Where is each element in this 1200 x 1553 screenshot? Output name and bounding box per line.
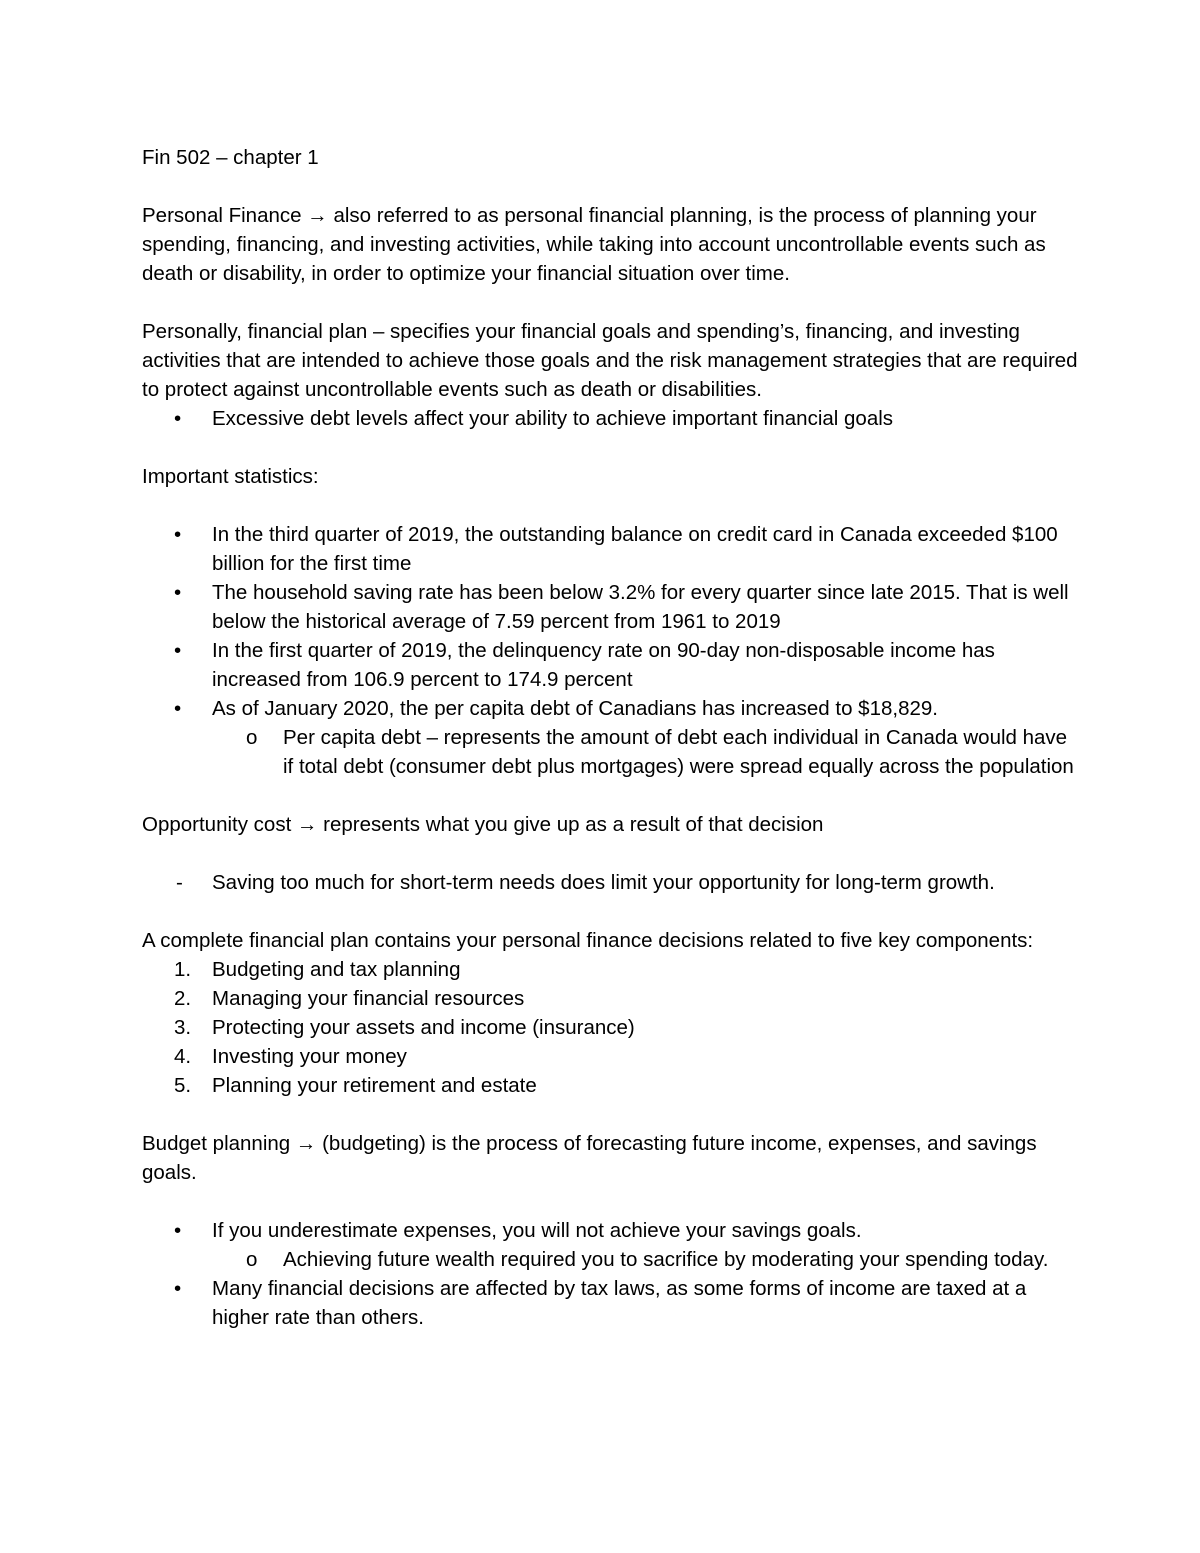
- arrow-icon: →: [295, 1132, 317, 1155]
- bullet-text: Many financial decisions are affected by tax laws, as some forms of income are taxed at a higher rate than others.: [212, 1277, 1027, 1329]
- item-text: Protecting your assets and income (insurance): [212, 1016, 635, 1039]
- bullet-item: [142, 1274, 1082, 1332]
- item-text: Investing your money: [212, 1045, 407, 1068]
- statistic-text: As of January 2020, the per capita debt of Canadians has increased to $18,829.: [212, 697, 938, 720]
- dash-item-text: Saving too much for short-term needs does limit your opportunity for long-term growth.: [212, 871, 995, 894]
- bullet-icon: •: [174, 1277, 182, 1300]
- item-text: Budgeting and tax planning: [212, 958, 461, 981]
- statistic-text: In the third quarter of 2019, the outstanding balance on credit card in Canada exceeded $100 billion for the first time: [212, 523, 1058, 575]
- bullet-item: [142, 1216, 1082, 1245]
- opportunity-cost-term: Opportunity cost: [142, 813, 292, 836]
- statistic-item: [142, 578, 1082, 636]
- numbered-item: [142, 984, 1082, 1013]
- item-number: 5.: [174, 1074, 192, 1097]
- circle-bullet-icon: o: [246, 726, 258, 749]
- bullet-text: If you underestimate expenses, you will not achieve your savings goals.: [212, 1219, 862, 1242]
- budget-planning-paragraph: [142, 1129, 1082, 1187]
- numbered-item: [142, 1071, 1082, 1100]
- bullet-icon: •: [174, 523, 182, 546]
- bullet-icon: •: [174, 581, 182, 604]
- item-number: 2.: [174, 987, 192, 1010]
- item-number: 4.: [174, 1045, 192, 1068]
- sub-item: [142, 723, 1082, 781]
- arrow-icon: →: [307, 204, 328, 227]
- numbered-item: [142, 1013, 1082, 1042]
- bullet-item: [142, 404, 1082, 433]
- budget-planning-term: Budget planning: [142, 1132, 291, 1155]
- personal-finance-paragraph: [142, 201, 1082, 288]
- sub-item-text: Achieving future wealth required you to sacrifice by moderating your spending today.: [283, 1248, 1049, 1271]
- personal-finance-definition: also referred to as personal financial planning, is the process of planning your spending, financing, and investing activities, while taking into account uncontrollable events such as death or disability, in order to optimize your financial situation over time.: [142, 204, 1046, 285]
- sub-item: [142, 1245, 1082, 1274]
- bullet-icon: •: [174, 697, 182, 720]
- complete-plan-intro: A complete financial plan contains your personal finance decisions related to five key components:: [142, 929, 1034, 952]
- budget-planning-definition: (budgeting) is the process of forecasting future income, expenses, and savings goals.: [142, 1132, 1037, 1184]
- dash-icon: -: [176, 871, 183, 894]
- numbered-item: [142, 1042, 1082, 1071]
- item-text: Managing your financial resources: [212, 987, 525, 1010]
- bullet-icon: •: [174, 407, 182, 430]
- bullet-text: Excessive debt levels affect your ability to achieve important financial goals: [212, 407, 894, 430]
- dash-item: [142, 868, 1082, 897]
- item-text: Planning your retirement and estate: [212, 1074, 537, 1097]
- statistic-text: The household saving rate has been below 3.2% for every quarter since late 2015. That is well below the historical average of 7.59 percent from 1961 to 2019: [212, 581, 1069, 633]
- bullet-icon: •: [174, 1219, 182, 1242]
- statistic-item: [142, 636, 1082, 694]
- circle-bullet-icon: o: [246, 1248, 258, 1271]
- item-number: 3.: [174, 1016, 192, 1039]
- statistic-item: [142, 520, 1082, 578]
- statistics-heading: Important statistics:: [142, 465, 319, 488]
- sub-item-text: Per capita debt – represents the amount of debt each individual in Canada would have if total debt (consumer debt plus mortgages) were spread equally across the population: [283, 726, 1074, 778]
- arrow-icon: →: [296, 813, 318, 836]
- opportunity-cost-paragraph: [142, 810, 1082, 839]
- opportunity-cost-definition: represents what you give up as a result of that decision: [317, 813, 824, 836]
- document-title: Fin 502 – chapter 1: [142, 146, 319, 169]
- statistic-item: [142, 694, 1082, 723]
- item-number: 1.: [174, 958, 192, 981]
- statistic-text: In the first quarter of 2019, the delinquency rate on 90-day non-disposable income has increased from 106.9 percent to 174.9 percent: [212, 639, 995, 691]
- bullet-icon: •: [174, 639, 182, 662]
- personal-finance-term: Personal Finance: [142, 204, 302, 227]
- numbered-item: [142, 955, 1082, 984]
- financial-plan-paragraph: Personally, financial plan – specifies your financial goals and spending’s, financing, and investing activities that are intended to achieve those goals and the risk management strategies that are required to protect against uncontrollable events such as death or disabilities.: [142, 320, 1078, 401]
- document-body: [142, 143, 1082, 1332]
